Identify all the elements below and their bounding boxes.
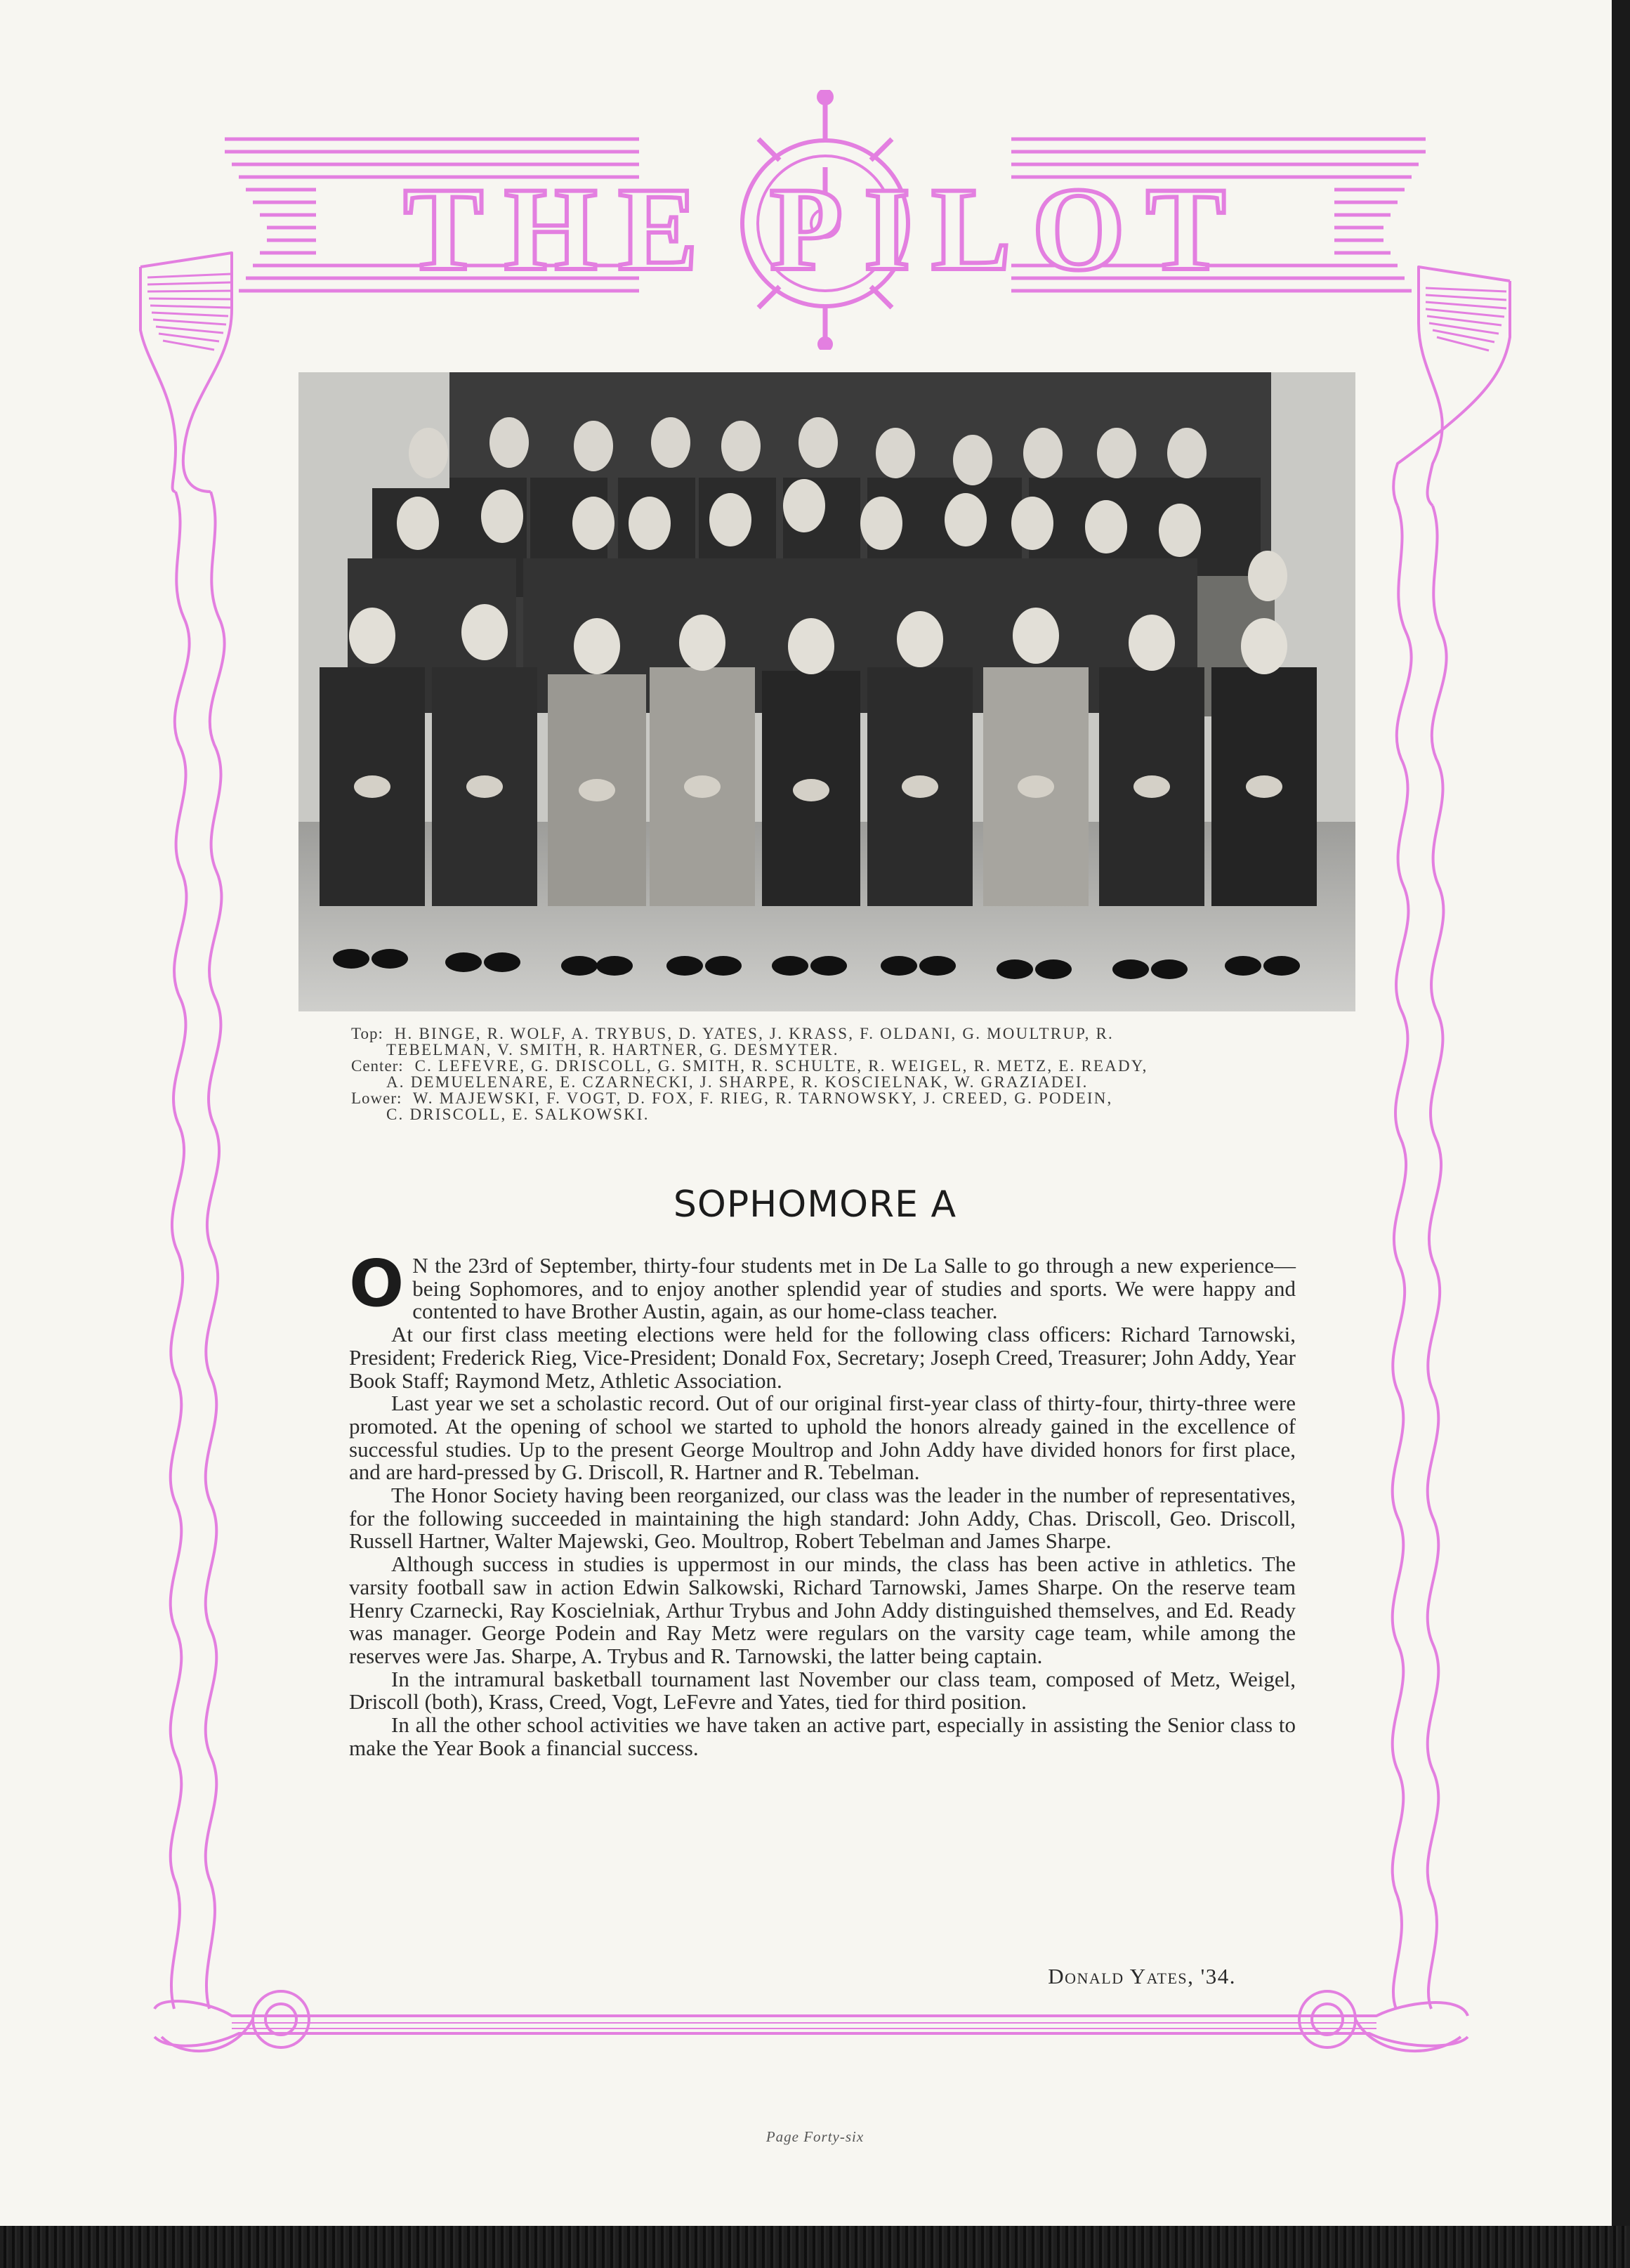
paragraph-2: At our first class meeting elections were held for the following class officers: Richard Tarnowski, President; Frederick Rieg, Vice-President; Donald Fox, Secretary; Joseph Creed, Treasurer; John Addy, Year Book Staff; Raymond Metz, Athletic Association. [349, 1322, 1296, 1393]
paragraph-7: In all the other school activities we have taken an active part, especially in assisting the Senior class to make the Year Book a financial success. [349, 1712, 1296, 1760]
title-text: THE PILOT [403, 163, 1247, 295]
title-text-svg [225, 90, 1426, 350]
photo-caption [351, 1025, 1301, 1122]
caption-lower-line-2: C. DRISCOLL, E. SALKOWSKI. [386, 1106, 650, 1123]
drop-cap: O [349, 1246, 405, 1321]
caption-lower-label: Lower: [351, 1089, 402, 1107]
paragraph-3: Last year we set a scholastic record. Out of our original first-year class of thirty-four, thirty-three were promoted. At the opening of school we started to uphold the honors already gained in the excellence of successful studies. Up to the present George Moultrop and John Addy have divided honors for first place, and are hard-pressed by G. Driscoll, R. Hartner and R. Tebelman. [349, 1391, 1296, 1485]
caption-top-label: Top: [351, 1025, 383, 1042]
caption-center-names-1: C. LEFEVRE, G. DRISCOLL, G. SMITH, R. SCHULTE, R. WEIGEL, R. METZ, E. READY, [414, 1057, 1148, 1075]
paragraph-6: In the intramural basketball tournament last November our class team, composed of Metz, Weigel, Driscoll (both), Krass, Creed, Vogt, LeFevre and Yates, tied for third position. [349, 1666, 1296, 1715]
paragraph-1-text: N the 23rd of September, thirty-four students met in De La Salle to go through a new experience—being Sophomores, and to enjoy another splendid year of studies and sports. We were happy and contented to have Brother Austin, again, as our home-class teacher. [412, 1253, 1296, 1324]
paragraph-4: The Honor Society having been reorganized, our class was the leader in the number of representatives, for the following succeeded in maintaining the high standard: John Addy, Chas. Driscoll, Geo. Driscoll, Russell Hartner, Walter Majewski, Geo. Moultrop, Robert Tebelman and James Sharpe. [349, 1483, 1296, 1554]
caption-center-line-2: A. DEMUELENARE, E. CZARNECKI, J. SHARPE, R. KOSCIELNAK, W. GRAZIADEI. [386, 1073, 1089, 1091]
article-heading: SOPHOMORE A [673, 1184, 957, 1226]
caption-top-line-2: TEBELMAN, V. SMITH, R. HARTNER, G. DESMYTER. [386, 1041, 839, 1058]
page-number: Page Forty-six [765, 2128, 865, 2145]
paragraph-1 [349, 1246, 1296, 1324]
class-photograph [298, 372, 1355, 1011]
author-signature: Donald Yates, '34. [1048, 1964, 1236, 1988]
paragraph-5: Although success in studies is uppermost in our minds, the class has been active in athletics. The varsity football saw in action Edwin Salkowski, Richard Tarnowski, James Sharpe. On the reserve team Henry Czarnecki, Ray Koscielniak, Arthur Trybus and John Addy distinguished themselves, and Ed. Ready was manager. George Podein and Ray Metz were regulars on the varsity cage team, while among the reserves were Jas. Sharpe, A. Trybus and R. Tarnowski, the latter being captain. [349, 1552, 1296, 1668]
caption-lower-line-1 [351, 1090, 1301, 1106]
caption-top-line-1 [351, 1025, 1301, 1042]
caption-center-line-1 [351, 1058, 1301, 1074]
article-body [349, 1246, 1296, 1760]
caption-top-names-1: H. BINGE, R. WOLF, A. TRYBUS, D. YATES, J. KRASS, F. OLDANI, G. MOULTRUP, R. [394, 1025, 1114, 1042]
caption-center-label: Center: [351, 1057, 404, 1075]
caption-lower-names-1: W. MAJEWSKI, F. VOGT, D. FOX, F. RIEG, R. TARNOWSKY, J. CREED, G. PODEIN, [412, 1089, 1113, 1107]
